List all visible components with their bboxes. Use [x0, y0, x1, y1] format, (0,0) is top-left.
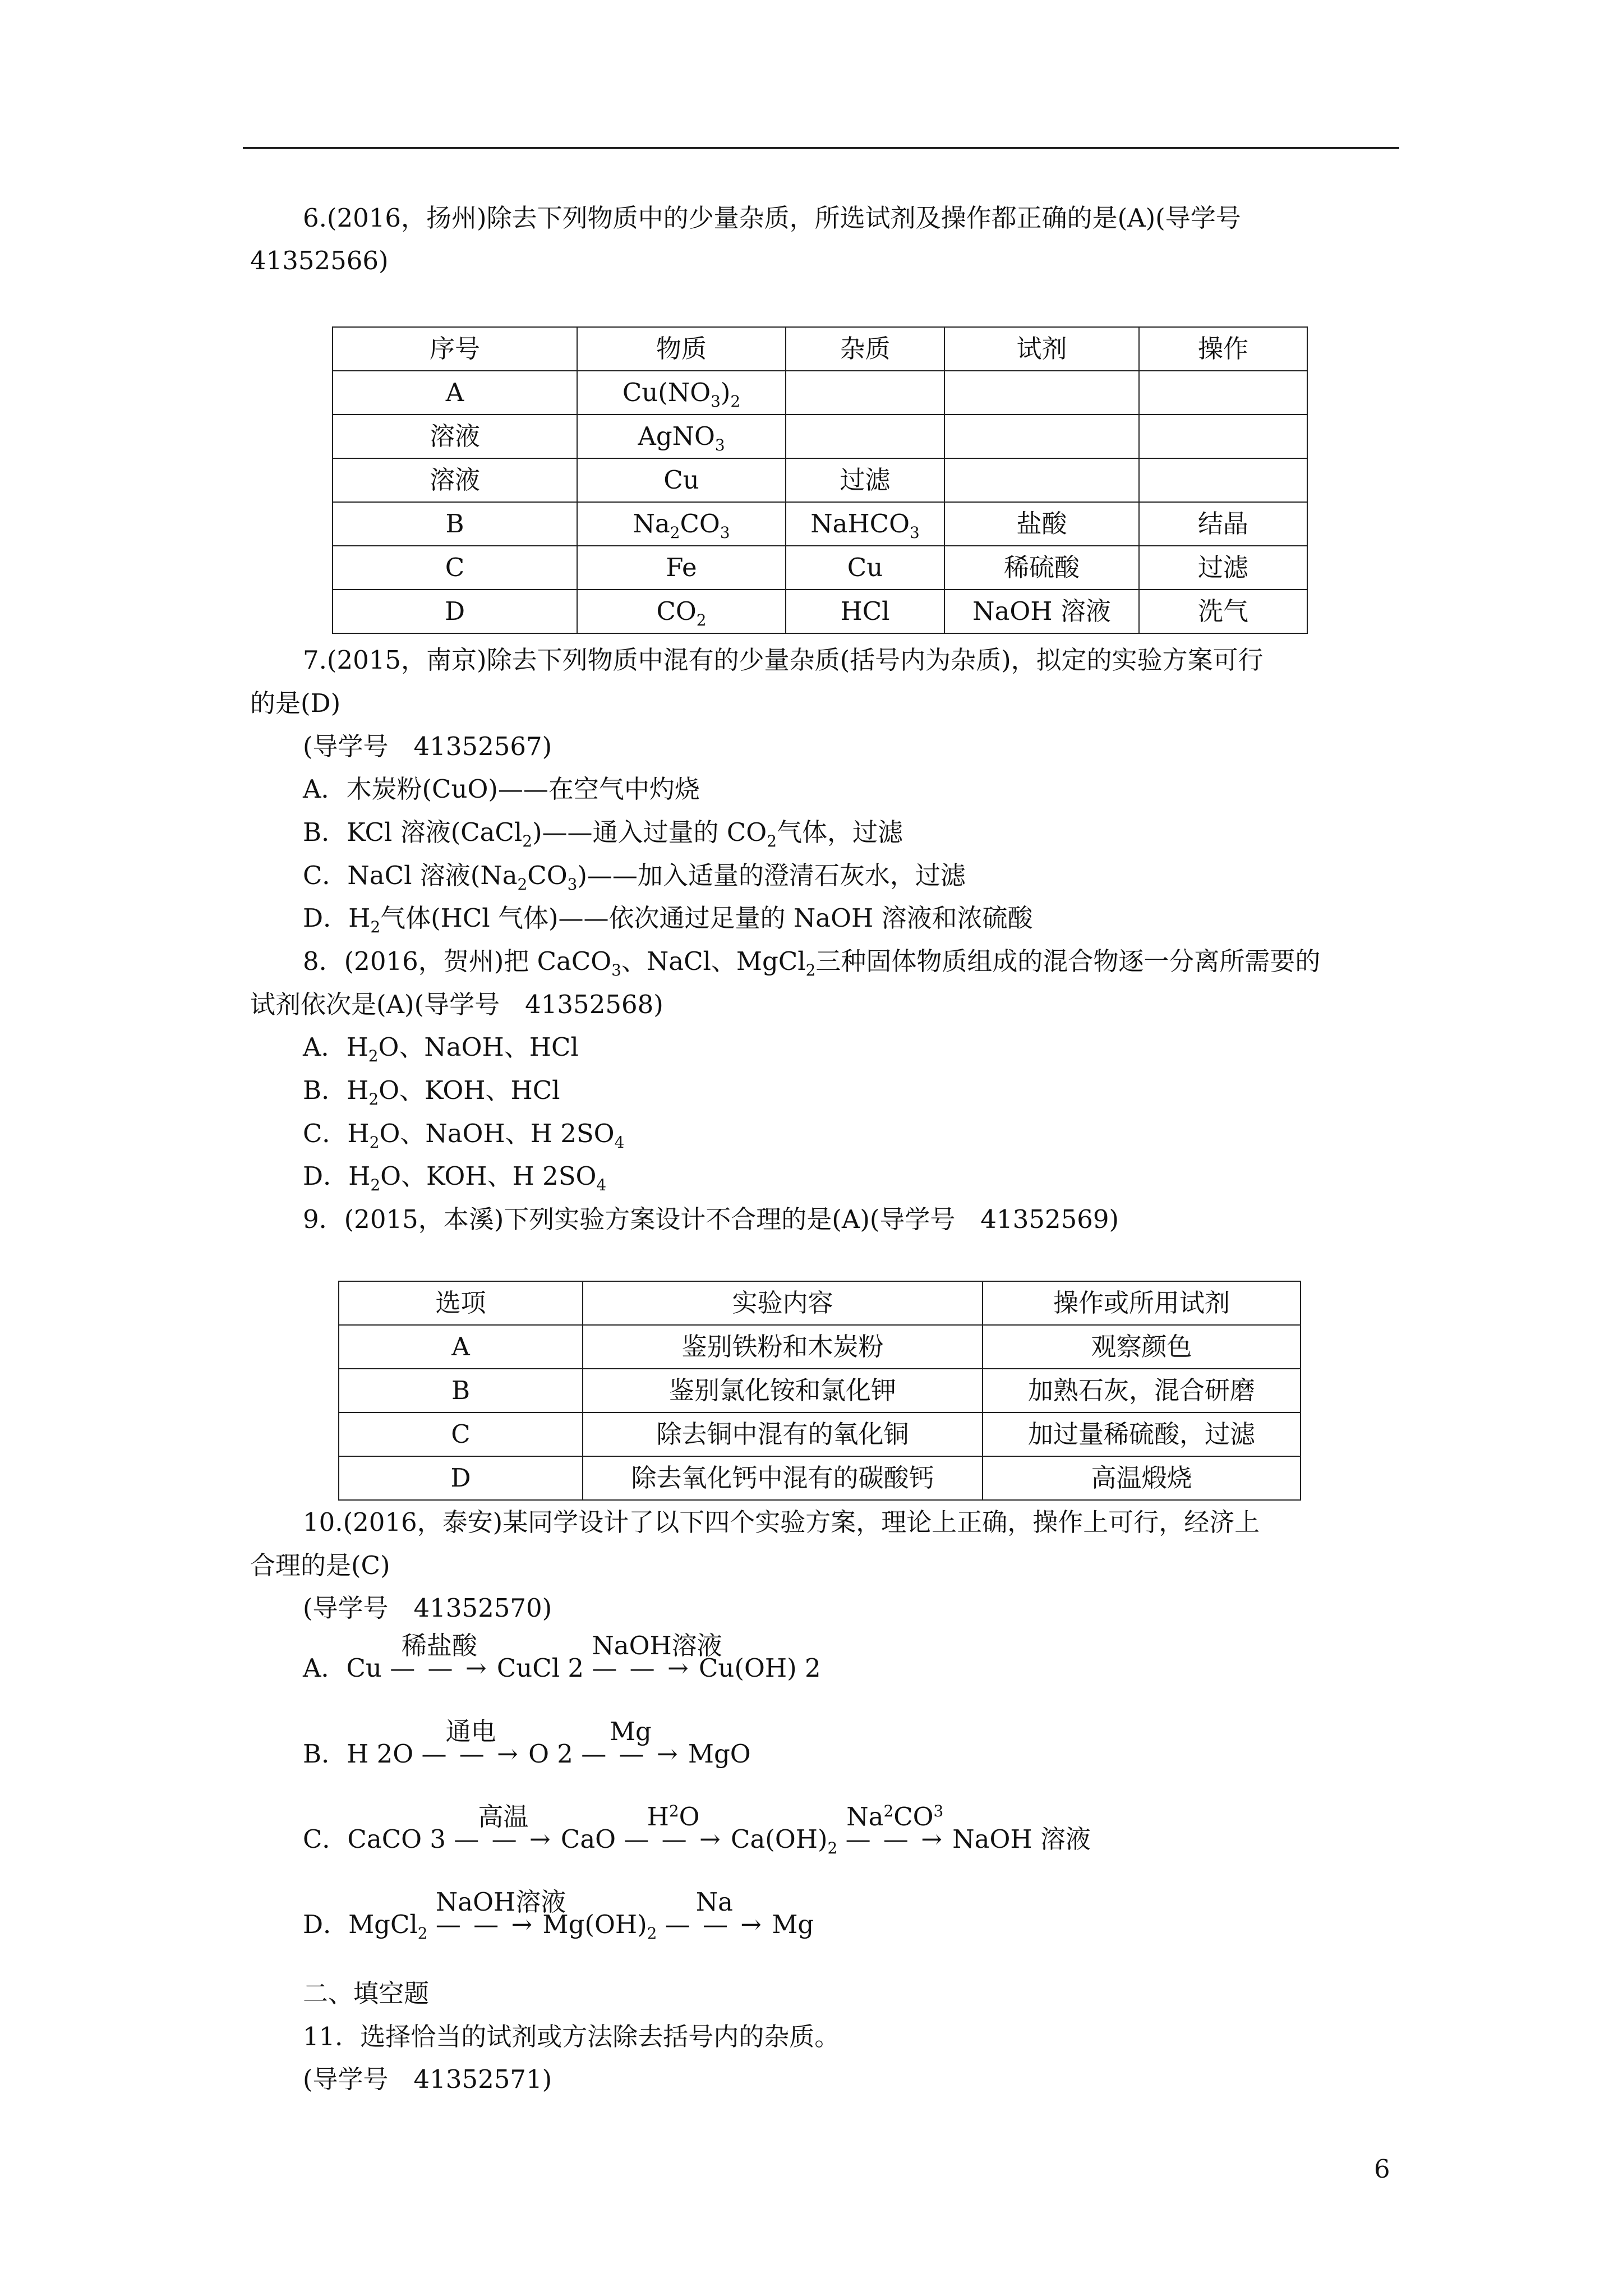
q7-option-b: B．KCl 溶液(CaCl$_2$)——通入过量的 $CO_2$气体，过滤 — [303, 817, 903, 850]
reaction-arrow: $H^2O$ — — → — [624, 1802, 723, 1854]
table-cell: D — [333, 590, 577, 633]
table-cell: 过滤 — [1139, 546, 1307, 590]
table-cell: NaOH 溶液 — [944, 590, 1139, 633]
header-cell: 物质 — [577, 327, 786, 371]
table-cell — [786, 371, 944, 415]
q10-reference: (导学号 41352570) — [303, 1593, 552, 1623]
reaction-arrow: Na — — → — [665, 1887, 764, 1939]
q7-reference: (导学号 41352567) — [303, 731, 552, 761]
q10-option-c: C．CaCO 3 高温 — — → CaO $H^2O$ — — → $Ca(OH)_2$ $Na^2CO^3$ — — → NaOH 溶液 — [303, 1802, 1091, 1857]
table-cell: 加熟石灰，混合研磨 — [983, 1369, 1301, 1412]
header-cell: 序号 — [333, 327, 577, 371]
table-cell: 盐酸 — [944, 502, 1139, 546]
q10-option-b: B．H 2O 通电 — — → O 2 Mg — — → MgO — [303, 1738, 751, 1771]
table-row — [333, 371, 1307, 415]
reaction-arrow: 高温 — — → — [454, 1802, 553, 1854]
table-cell: $CO_2$ — [577, 590, 786, 633]
header-cell: 操作 — [1139, 327, 1307, 371]
q10-stem-line1: 10.(2016，泰安)某同学设计了以下四个实验方案，理论上正确，操作上可行，经济上 — [303, 1507, 1260, 1537]
table-cell: Fe — [577, 546, 786, 590]
table-cell: B — [339, 1369, 583, 1412]
reaction-arrow: $Na^2CO^3$ — — → — [845, 1802, 944, 1854]
q11-reference: (导学号 41352571) — [303, 2064, 552, 2094]
table-cell — [944, 371, 1139, 415]
table-row — [333, 458, 1307, 502]
table-cell: 结晶 — [1139, 502, 1307, 546]
table-cell: 除去铜中混有的氧化铜 — [583, 1412, 983, 1456]
q8-stem-line2: 试剂依次是(A)(导学号 41352568) — [250, 990, 663, 1019]
table-cell: 除去氧化钙中混有的碳酸钙 — [583, 1456, 983, 1500]
table-row — [333, 502, 1307, 546]
q10-option-a: A．Cu 稀盐酸 — — → CuCl 2 NaOH溶液 — — → Cu(OH) 2 — [303, 1652, 821, 1685]
q7-option-d: D．$H_2$气体(HCl 气体)——依次通过足量的 NaOH 溶液和浓硫酸 — [303, 903, 1033, 936]
table-cell — [1139, 371, 1307, 415]
header-cell: 操作或所用试剂 — [983, 1281, 1301, 1325]
table-cell: NaHCO$_3$ — [786, 502, 944, 546]
table-cell: Cu — [786, 546, 944, 590]
table-cell — [944, 415, 1139, 458]
table-cell: C — [333, 546, 577, 590]
table-cell — [944, 458, 1139, 502]
header-cell: 实验内容 — [583, 1281, 983, 1325]
q8-option-a: A．$H_2O$、NaOH、HCl — [303, 1032, 579, 1065]
header-cell: 试剂 — [944, 327, 1139, 371]
table-cell: C — [339, 1412, 583, 1456]
q9-table — [338, 1281, 1301, 1501]
table-cell: 鉴别氯化铵和氯化钾 — [583, 1369, 983, 1412]
table-row — [339, 1456, 1301, 1500]
header-cell: 选项 — [339, 1281, 583, 1325]
q7-option-a: A．木炭粉(CuO)——在空气中灼烧 — [303, 774, 700, 804]
q7-stem-line2: 的是(D) — [250, 688, 341, 718]
table-cell: A — [333, 371, 577, 415]
table-row — [333, 590, 1307, 633]
table-cell: D — [339, 1456, 583, 1500]
table-cell: 过滤 — [786, 458, 944, 502]
table-cell — [1139, 415, 1307, 458]
table-cell: 稀硫酸 — [944, 546, 1139, 590]
q7-stem-line1: 7.(2015，南京)除去下列物质中混有的少量杂质(括号内为杂质)，拟定的实验方案可行 — [303, 645, 1264, 675]
q11-stem-line1: 11．选择恰当的试剂或方法除去括号内的杂质。 — [303, 2022, 840, 2051]
table-cell: 鉴别铁粉和木炭粉 — [583, 1325, 983, 1369]
q7-option-c: C．NaCl 溶液$(Na_2CO_3)——$加入适量的澄清石灰水，过滤 — [303, 861, 966, 894]
header-cell: 杂质 — [786, 327, 944, 371]
q6-stem-line1: 6.(2016，扬州)除去下列物质中的少量杂质，所选试剂及操作都正确的是(A)(导学号 — [303, 203, 1241, 233]
table-header-row — [333, 327, 1307, 371]
page-number: 6 — [1374, 2154, 1390, 2184]
table-row — [333, 415, 1307, 458]
table-cell: 观察颜色 — [983, 1325, 1301, 1369]
table-cell: AgNO$_3$ — [577, 415, 786, 458]
q8-option-b: B．$H_2O$、KOH、HCl — [303, 1075, 560, 1108]
table-row — [333, 546, 1307, 590]
table-row — [339, 1412, 1301, 1456]
q8-option-c: C．$H_2O$、NaOH、H $2SO_4$ — [303, 1119, 625, 1152]
table-cell: 高温煅烧 — [983, 1456, 1301, 1500]
q10-stem-line2: 合理的是(C) — [250, 1550, 390, 1580]
table-row — [339, 1369, 1301, 1412]
reaction-arrow: 通电 — — → — [421, 1717, 520, 1769]
table-cell: HCl — [786, 590, 944, 633]
q6-stem-line2: 41352566) — [250, 246, 389, 275]
table-cell: 溶液 — [333, 415, 577, 458]
header-rule — [243, 147, 1399, 149]
section-heading: 二、填空题 — [303, 1978, 430, 2008]
reaction-arrow: 稀盐酸 — — → — [390, 1631, 489, 1683]
table-cell: Cu — [577, 458, 786, 502]
table-header-row — [339, 1281, 1301, 1325]
q6-table — [332, 326, 1308, 634]
reaction-arrow: Mg — — → — [581, 1717, 680, 1769]
q10-option-d: D．MgCl$_2$ NaOH溶液 — — → $Mg(OH)_2$ Na — — → Mg — [303, 1887, 814, 1943]
q8-option-d: D．$H_2O$、KOH、H $2SO_4$ — [303, 1161, 607, 1194]
table-cell: $Cu(NO_3)_2$ — [577, 371, 786, 415]
reaction-arrow: NaOH溶液 — — → — [435, 1887, 566, 1939]
q9-stem-line1: 9．(2015，本溪)下列实验方案设计不合理的是(A)(导学号 41352569) — [303, 1204, 1119, 1234]
table-cell: 加过量稀硫酸，过滤 — [983, 1412, 1301, 1456]
table-cell: 洗气 — [1139, 590, 1307, 633]
q8-stem-line1: 8．(2016，贺州)把 CaCO$_3$、NaCl、MgCl$_2$三种固体物质组成的混合物逐一分离所需要的 — [303, 946, 1321, 979]
table-cell — [1139, 458, 1307, 502]
reaction-arrow: NaOH溶液 — — → — [592, 1631, 722, 1683]
table-cell: B — [333, 502, 577, 546]
table-row — [339, 1325, 1301, 1369]
table-cell — [786, 415, 944, 458]
table-cell: 溶液 — [333, 458, 577, 502]
table-cell: $Na_2CO_3$ — [577, 502, 786, 546]
table-cell: A — [339, 1325, 583, 1369]
